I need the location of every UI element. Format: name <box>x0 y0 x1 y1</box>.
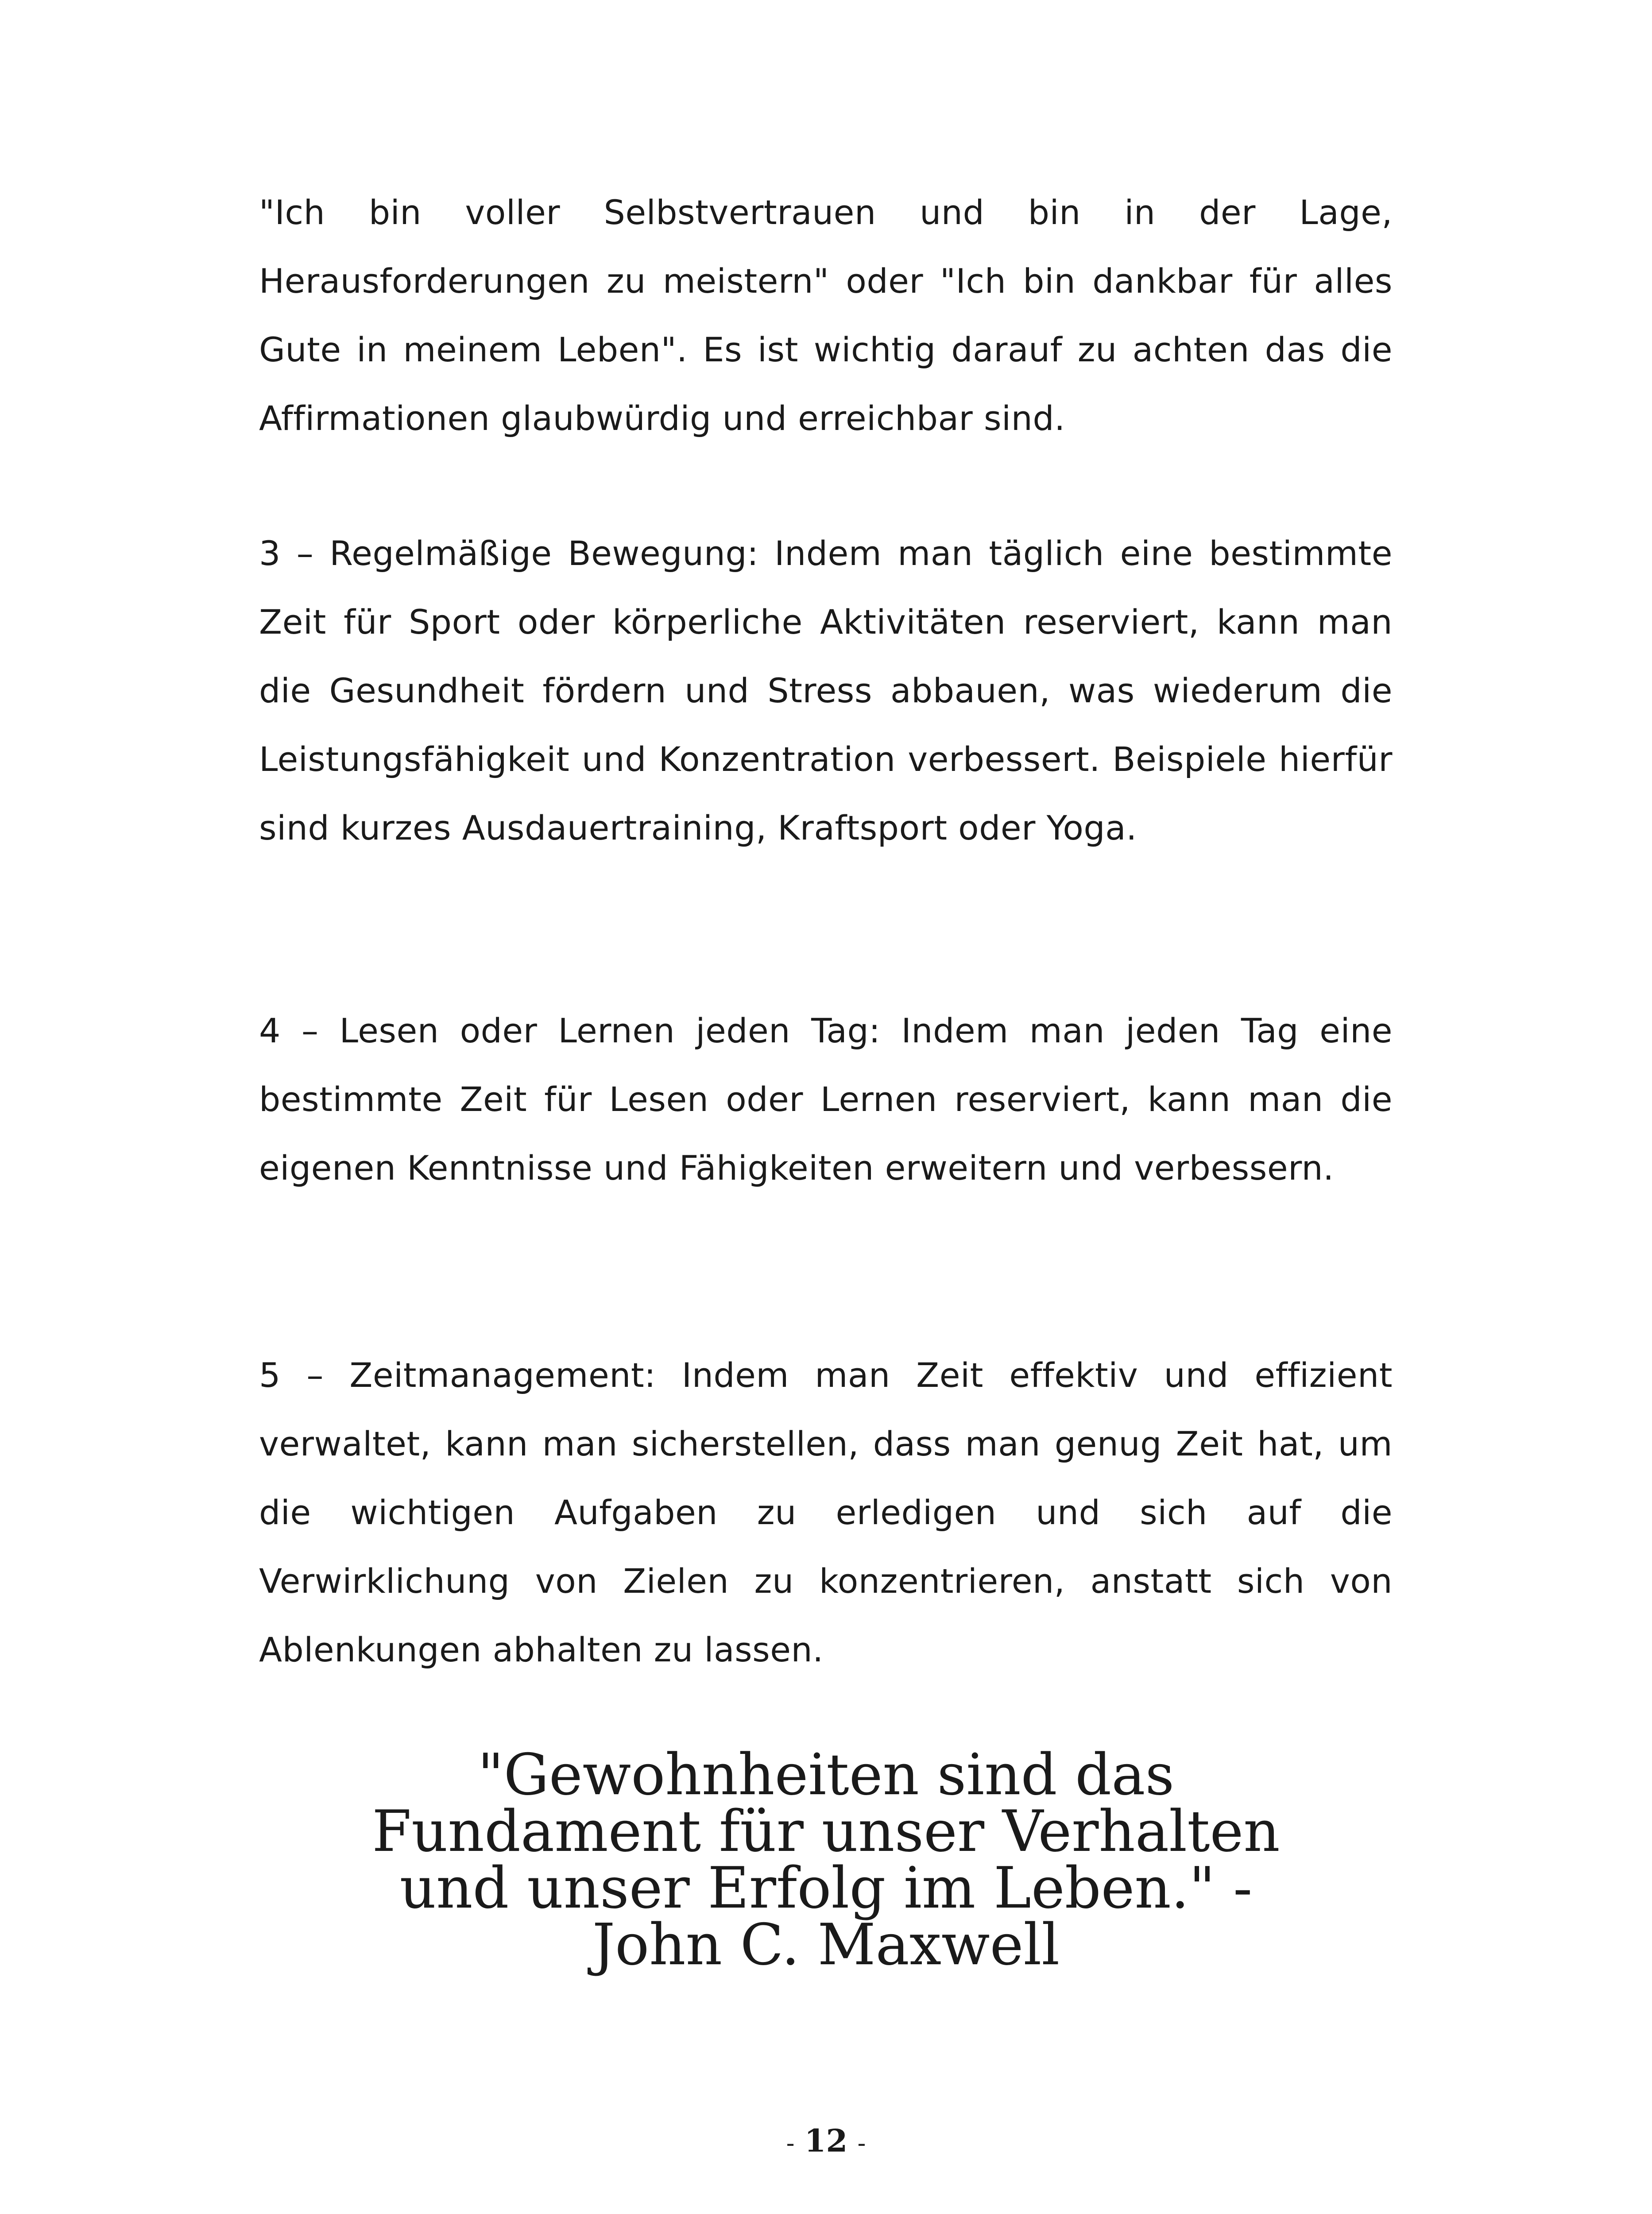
quote-line: "Gewohnheiten sind das <box>477 1742 1175 1808</box>
paragraph-regular-exercise: 3 – Regelmäßige Bewegung: Indem man täglich eine bestimmte Zeit für Sport oder körperliche Aktivitäten reserviert, kann man die Gesundheit fördern und Stress abbauen, was wiederum die Leistungsfähigkeit und Konzentration verbessert. Beispiele hierfür sind kurzes Ausdauertraining, Kraftsport oder Yoga. <box>259 534 1393 848</box>
page-number <box>0 2121 1652 2164</box>
quote-line: und unser Erfolg im Leben." - <box>399 1855 1253 1921</box>
paragraph-reading-learning: 4 – Lesen oder Lernen jeden Tag: Indem man jeden Tag eine bestimmte Zeit für Lesen oder Lernen reserviert, kann man die eigenen Kenntnisse und Fähigkeiten erweitern und verbessern. <box>259 1011 1393 1188</box>
quote-block <box>354 1742 1298 1978</box>
page-number-prefix: - <box>786 2129 795 2158</box>
paragraph-time-management: 5 – Zeitmanagement: Indem man Zeit effektiv und effizient verwaltet, kann man sicherstellen, dass man genug Zeit hat, um die wichtigen Aufgaben zu erledigen und sich auf die Verwirklichung von Zielen zu konzentrieren, anstatt sich von Ablenkungen abhalten zu lassen. <box>259 1355 1393 1669</box>
paragraph-affirmations: "Ich bin voller Selbstvertrauen und bin in der Lage, Herausforderungen zu meistern" oder "Ich bin dankbar für alles Gute in meinem Leben". Es ist wichtig darauf zu achten das die Affirmationen glaubwürdig und erreichbar sind. <box>259 193 1393 438</box>
page-number-value: 12 <box>804 2122 848 2159</box>
quote-line: Fundament für unser Verhalten <box>372 1799 1280 1865</box>
page-number-suffix: - <box>857 2129 866 2158</box>
quote-author-line: John C. Maxwell <box>592 1912 1060 1978</box>
